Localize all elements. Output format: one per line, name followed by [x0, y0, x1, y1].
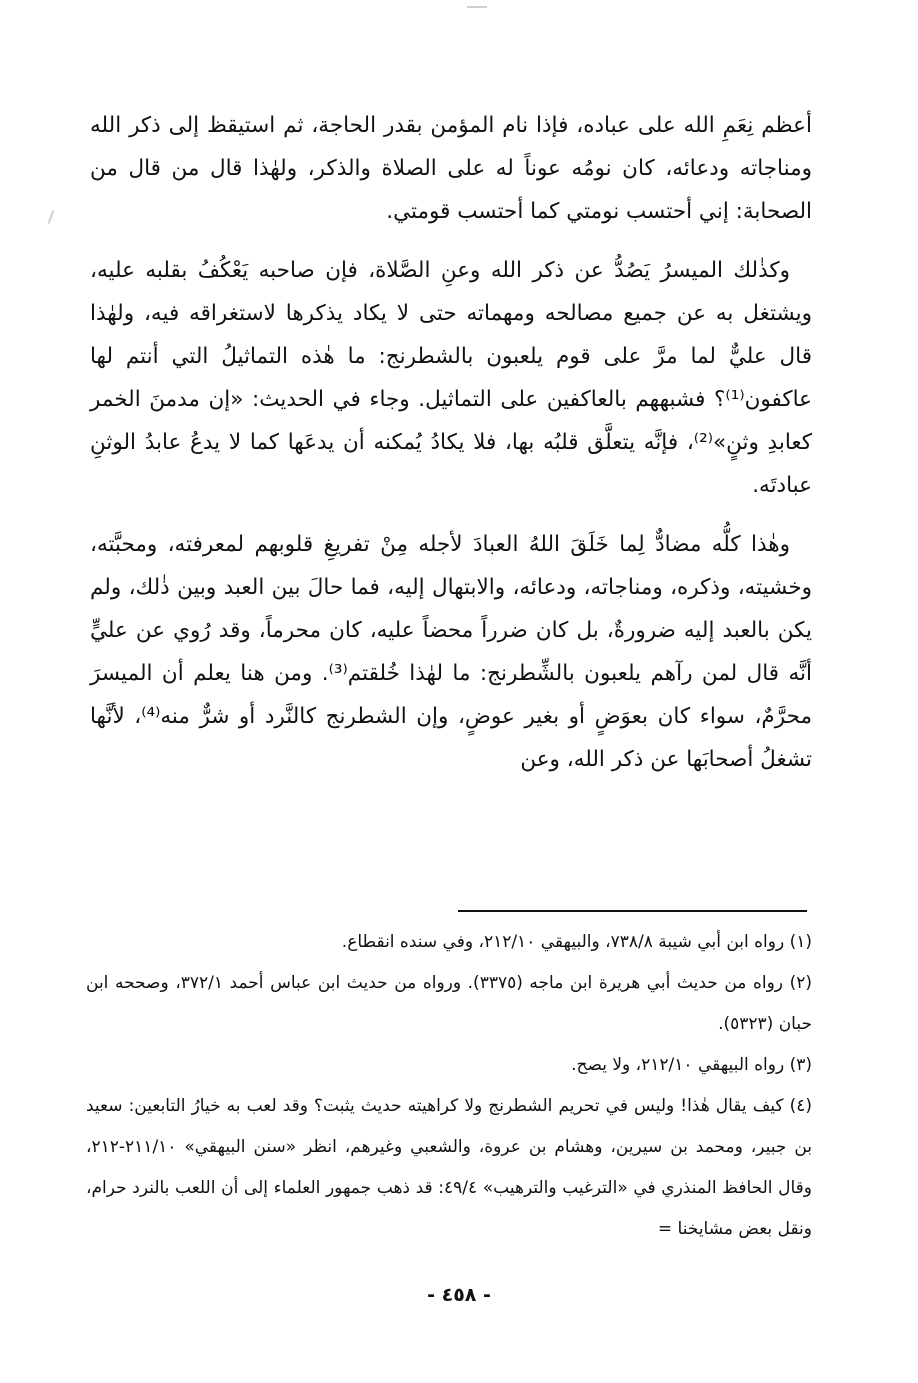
paragraph: وكذٰلك الميسرُ يَصُدُّ عن ذكر الله وعنِ الصَّلاة، فإن صاحبه يَعْكُفُ بقلبه عليه، ويشتغل به عن جميع مصالحه ومهماته حتى لا يكاد يذكرها لاستغراقه فيه، ولهٰذا قال عليٌّ لما مرَّ على قوم يلعبون بالشطرنج: ما هٰذه التماثيلُ التي أنتم لها عاكفون⁽¹⁾؟ فشبههم بالعاكفين على التماثيل. وجاء في الحديث: «إن مدمنَ الخمر كعابدِ وثنٍ»⁽²⁾، فإنَّه يتعلَّق قلبُه بها، فلا يكادُ يُمكنه أن يدعَها كما لا يدعُ عابدُ الوثنِ عبادتَه. — [90, 258, 812, 498]
scan-mark — [467, 6, 487, 8]
paragraph: أعظم نِعَمِ الله على عباده، فإذا نام المؤمن بقدر الحاجة، ثم استيقظ إلى ذكر الله ومناجاته ودعائه، كان نومُه عوناً له على الصلاة والذكر، ولهٰذا قال من قال من الصحابة: إني أحتسب نومتي كما أحتسب قومتي. — [90, 113, 812, 224]
paragraph: وهٰذا كلُّه مضادٌّ لِما خَلَقَ اللهُ العبادَ لأجله مِنْ تفريغِ قلوبهم لمعرفته، ومحبَّته، وخشيته، وذكره، ومناجاته، ودعائه، والابتهال إليه، فما حالَ بين العبد وبين ذٰلك، ولم يكن بالعبد إليه ضرورةٌ، بل كان ضرراً محضاً عليه، كان محرماً، وقد رُوي عن عليٍّ أنَّه قال لمن رآهم يلعبون بالشِّطرنج: ما لهٰذا خُلقتم⁽³⁾. ومن هنا يعلم أن الميسرَ محرَّمٌ، سواء كان بعوَضٍ أو بغير عوضٍ، وإن الشطرنج كالنَّرد أو شرٌّ منه⁽⁴⁾، لأنَّها تشغلُ أصحابَها عن ذكر الله، وعن — [90, 532, 812, 772]
scan-mark — [48, 210, 55, 224]
footnote: (١) رواه ابن أبي شيبة ٧٣٨/٨، والبيهقي ٢١٢/١٠، وفي سنده انقطاع. — [341, 932, 812, 952]
footnote-separator — [458, 910, 807, 912]
main-text — [90, 104, 812, 797]
footnote: (٤) كيف يقال هٰذا! وليس في تحريم الشطرنج ولا كراهيته حديث يثبت؟ وقد لعب به خيارُ التابعين: سعيد بن جبير، ومحمد بن سيرين، وهشام بن عروة، والشعبي وغيرهم، انظر «سنن البيهقي» ٢١١/١٠-٢١٢، وقال الحافظ المنذري في «الترغيب والترهيب» ٤٩/٤: قد ذهب جمهور العلماء إلى أن اللعب بالنرد حرام، ونقل بعض مشايخنا = — [86, 1096, 812, 1239]
footnote: (٢) رواه من حديث أبي هريرة ابن ماجه (٣٣٧٥). ورواه من حديث ابن عباس أحمد ٣٧٢/١، وصححه ابن حبان (٥٣٢٣). — [86, 973, 812, 1034]
footnotes — [86, 922, 812, 1250]
footnote: (٣) رواه البيهقي ٢١٢/١٠، ولا يصح. — [571, 1055, 812, 1075]
page-number: - ٤٥٨ - — [427, 1284, 491, 1306]
